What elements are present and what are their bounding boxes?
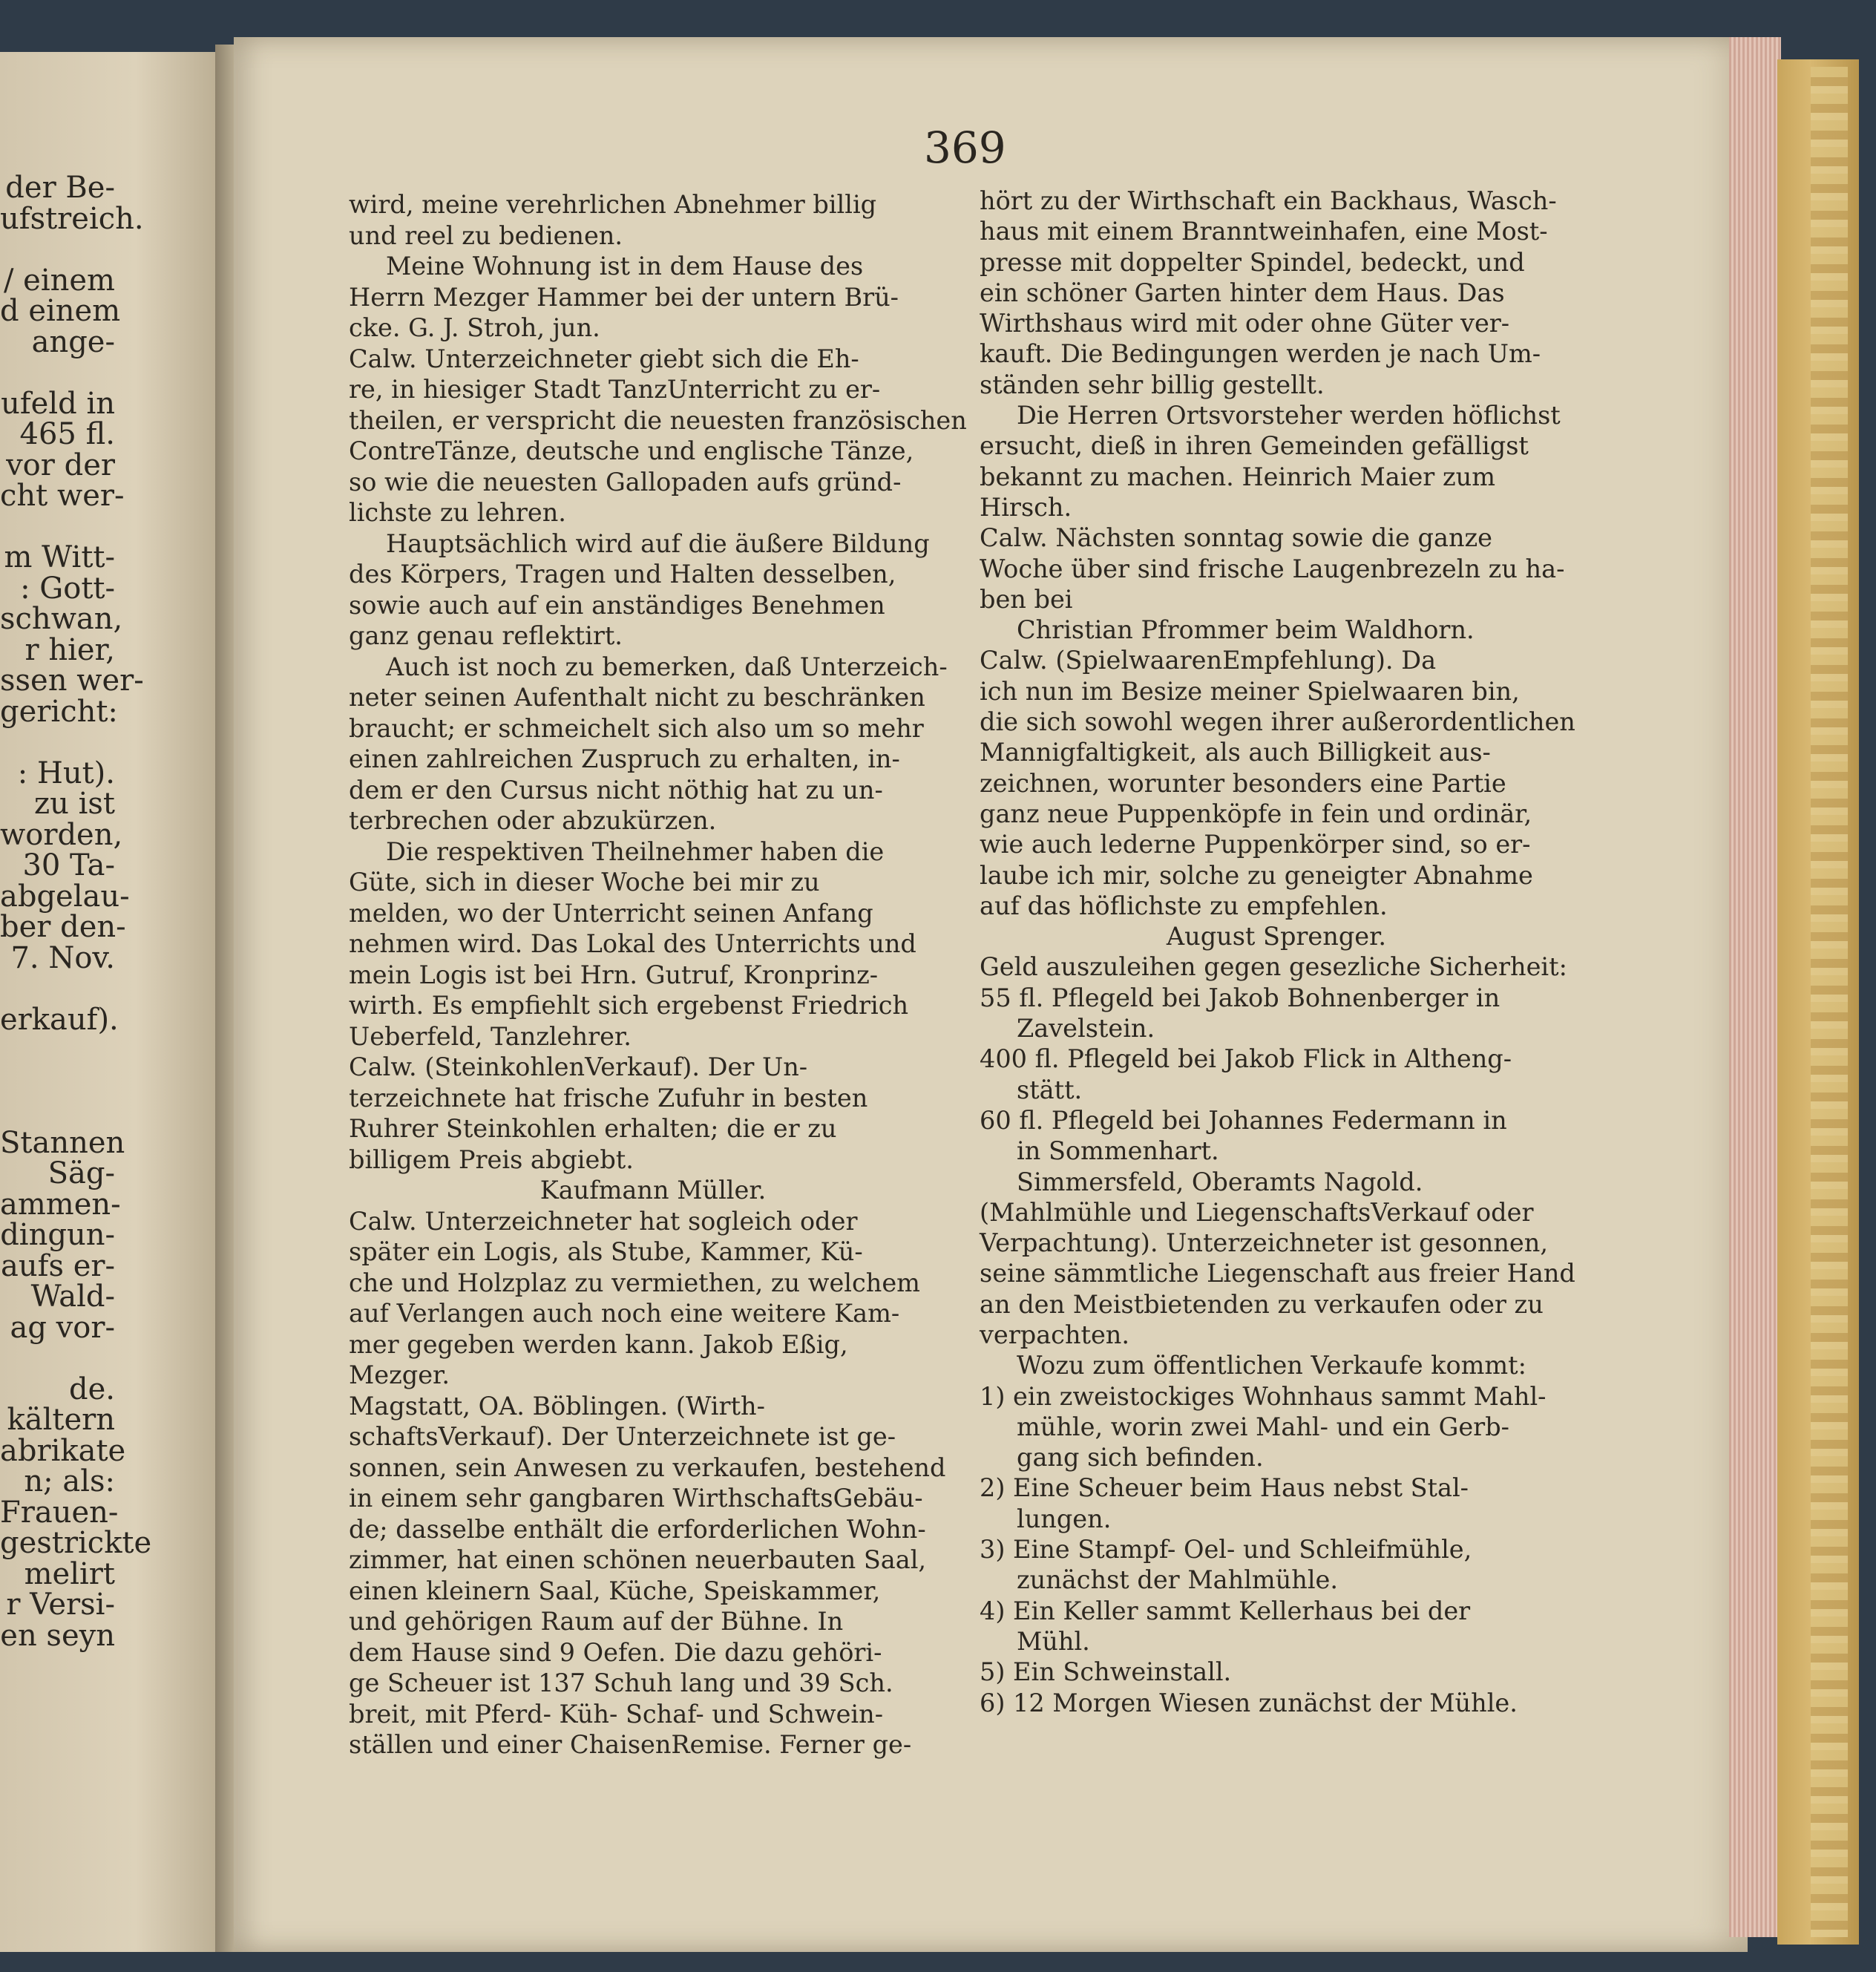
left-page-fragment: ssen wer- <box>0 664 144 698</box>
text-line: theilen, er verspricht die neuesten französischen <box>349 405 967 435</box>
text-line: Simmersfeld, Oberamts Nagold. <box>1017 1167 1423 1196</box>
text-line: wird, meine verehrlichen Abnehmer billig <box>349 190 877 219</box>
text-line: Verpachtung). Unterzeichneter ist gesonnen, <box>980 1228 1548 1258</box>
left-page-fragment: cht wer- <box>0 479 125 513</box>
left-page-fragment: Säg- <box>47 1156 115 1190</box>
text-line: einen kleinern Saal, Küche, Speiskammer, <box>349 1576 881 1605</box>
text-line: breit, mit Pferd- Küh- Schaf- und Schwein- <box>349 1699 884 1729</box>
text-line: 2) Eine Scheuer beim Haus nebst Stal- <box>980 1473 1469 1503</box>
text-line: des Körpers, Tragen und Halten desselben, <box>349 560 896 589</box>
left-page-fragment: ammen- <box>0 1187 121 1222</box>
left-page-fragment: 7. Nov. <box>10 940 115 975</box>
page-number: 369 <box>924 122 1006 173</box>
text-line: Calw. Nächsten sonntag sowie die ganze <box>980 523 1493 553</box>
left-page-fragment: 465 fl. <box>19 417 115 451</box>
left-page-fragment: 30 Ta- <box>22 848 115 882</box>
text-line: auf das höflichste zu empfehlen. <box>980 891 1388 920</box>
left-page-fragment: d einem <box>0 294 121 328</box>
text-line: auf Verlangen auch noch eine weitere Kam- <box>349 1299 900 1328</box>
left-page-fragment: kältern <box>7 1403 115 1437</box>
text-line: terbrechen oder abzukürzen. <box>349 806 717 835</box>
text-line: ben bei <box>980 584 1073 614</box>
text-line: re, in hiesiger Stadt TanzUnterricht zu er- <box>349 375 881 404</box>
left-page-fragment: m Witt- <box>4 540 115 574</box>
text-line: 6) 12 Morgen Wiesen zunächst der Mühle. <box>980 1688 1518 1717</box>
text-line: Calw. (SteinkohlenVerkauf). Der Un- <box>349 1052 808 1081</box>
text-line: zeichnen, worunter besonders eine Partie <box>980 768 1506 798</box>
text-line: melden, wo der Unterricht seinen Anfang <box>349 898 873 928</box>
left-page-fragment: en seyn <box>0 1618 115 1653</box>
left-page-fragment: ber den- <box>0 910 126 944</box>
left-page-fragment: erkauf). <box>0 1002 119 1037</box>
text-line: zimmer, hat einen schönen neuerbauten Saal, <box>349 1545 927 1574</box>
text-line: ich nun im Besize meiner Spielwaaren bin, <box>980 676 1520 706</box>
text-line: wie auch lederne Puppenkörper sind, so er- <box>980 830 1531 859</box>
text-line: die sich sowohl wegen ihrer außerordentlichen <box>980 707 1575 737</box>
text-line: 5) Ein Schweinstall. <box>980 1657 1232 1687</box>
left-page-fragment: schwan, <box>0 602 123 636</box>
text-line: mühle, worin zwei Mahl- und ein Gerb- <box>1017 1412 1509 1441</box>
text-line: sowie auch auf ein anständiges Benehmen <box>349 590 885 620</box>
text-line: Calw. Unterzeichneter hat sogleich oder <box>349 1206 858 1236</box>
text-line: dem er den Cursus nicht nöthig hat zu un- <box>349 775 883 805</box>
text-line: Ueberfeld, Tanzlehrer. <box>349 1021 632 1051</box>
text-line: cke. G. J. Stroh, jun. <box>349 313 600 342</box>
text-line: billigem Preis abgiebt. <box>349 1144 634 1174</box>
text-line: später ein Logis, als Stube, Kammer, Kü- <box>349 1237 863 1266</box>
text-line: und reel zu bedienen. <box>349 220 623 250</box>
text-line: che und Holzplaz zu vermiethen, zu welchem <box>349 1268 920 1297</box>
text-line: neter seinen Aufenthalt nicht zu beschränken <box>349 683 925 712</box>
text-line: ganz genau reflektirt. <box>349 621 623 650</box>
text-line: Kaufmann Müller. <box>539 1176 767 1205</box>
text-column-left <box>349 189 967 1760</box>
text-line: verpachten. <box>980 1320 1130 1349</box>
text-line: 1) ein zweistockiges Wohnhaus sammt Mahl- <box>980 1381 1547 1411</box>
left-page-fragment: zu ist <box>34 787 115 821</box>
text-line: ständen sehr billig gestellt. <box>980 370 1325 399</box>
left-page-fragment: de. <box>69 1372 115 1406</box>
text-line: 55 fl. Pflegeld bei Jakob Bohnenberger in <box>980 983 1501 1012</box>
text-line: 400 fl. Pflegeld bei Jakob Flick in Altheng- <box>980 1044 1512 1074</box>
text-line: Die respektiven Theilnehmer haben die <box>386 836 885 866</box>
left-page-fragment: der Be- <box>5 171 115 205</box>
text-line: ersucht, dieß in ihren Gemeinden gefälligst <box>980 431 1529 461</box>
text-line: Hauptsächlich wird auf die äußere Bildung <box>386 528 930 558</box>
left-page-fragment: Frauen- <box>0 1495 119 1530</box>
text-line: einen zahlreichen Zuspruch zu erhalten, in- <box>349 744 900 773</box>
text-line: ein schöner Garten hinter dem Haus. Das <box>980 278 1505 307</box>
left-page-fragment: ag vor- <box>10 1310 115 1345</box>
text-line: lungen. <box>1017 1504 1112 1533</box>
text-line: ganz neue Puppenköpfe in fein und ordinär, <box>980 799 1532 828</box>
text-line: Die Herren Ortsvorsteher werden höflichst <box>1017 401 1561 430</box>
text-line: ge Scheuer ist 137 Schuh lang und 39 Sch. <box>349 1668 893 1697</box>
text-line: presse mit doppelter Spindel, bedeckt, und <box>980 247 1525 277</box>
text-line: Mezger. <box>349 1360 450 1389</box>
left-page-fragment: n; als: <box>24 1464 115 1498</box>
text-line: terzeichnete hat frische Zufuhr in besten <box>349 1083 868 1113</box>
text-line: in einem sehr gangbaren WirthschaftsGebäu- <box>349 1484 923 1513</box>
text-line: zunächst der Mahlmühle. <box>1017 1565 1339 1595</box>
text-line: Woche über sind frische Laugenbrezeln zu ha- <box>980 554 1565 583</box>
text-line: schaftsVerkauf). Der Unterzeichnete ist ge- <box>349 1422 896 1451</box>
left-page-fragment: aufs er- <box>1 1248 115 1283</box>
text-line: braucht; er schmeichelt sich also um so mehr <box>349 713 924 743</box>
left-page-fragment: ufstreich. <box>0 201 144 236</box>
left-page-fragment: gericht: <box>0 694 118 729</box>
text-line: seine sämmtliche Liegenschaft aus freier Hand <box>980 1259 1575 1288</box>
text-line: in Sommenhart. <box>1017 1136 1219 1166</box>
text-line: de; dasselbe enthält die erforderlichen Wohn- <box>349 1514 926 1544</box>
left-page <box>0 52 226 1952</box>
text-line: Wirthshaus wird mit oder ohne Güter ver- <box>980 309 1510 338</box>
text-line: Magstatt, OA. Böblingen. (Wirth- <box>349 1391 765 1421</box>
text-line: ställen und einer ChaisenRemise. Ferner ge- <box>349 1730 912 1759</box>
text-line: Herrn Mezger Hammer bei der untern Brü- <box>349 282 899 312</box>
text-line: Geld auszuleihen gegen gesezliche Sicherheit: <box>980 952 1567 982</box>
text-line: Mühl. <box>1017 1626 1090 1656</box>
left-page-fragment: worden, <box>0 817 123 852</box>
text-line: kauft. Die Bedingungen werden je nach Um- <box>980 339 1541 369</box>
left-page-fragment: vor der <box>6 448 115 482</box>
text-line: Christian Pfrommer beim Waldhorn. <box>1017 615 1475 645</box>
text-line: sonnen, sein Anwesen zu verkaufen, bestehend <box>349 1452 946 1482</box>
left-page-fragment: ufeld in <box>1 386 115 421</box>
text-line: 60 fl. Pflegeld bei Johannes Federmann in <box>980 1105 1507 1135</box>
text-line: (Mahlmühle und LiegenschaftsVerkauf oder <box>980 1197 1534 1227</box>
left-page-fragment: / einem <box>3 263 115 298</box>
left-page-fragment: : Gott- <box>20 571 115 606</box>
left-page-fragment: melirt <box>24 1556 115 1591</box>
text-line: 4) Ein Keller sammt Kellerhaus bei der <box>980 1596 1471 1625</box>
text-line: Meine Wohnung ist in dem Hause des <box>386 252 864 281</box>
text-line: Mannigfaltigkeit, als auch Billigkeit aus- <box>980 738 1491 767</box>
text-line: August Sprenger. <box>1166 922 1387 951</box>
left-page-fragment: Wald- <box>30 1280 115 1314</box>
left-page-fragment: gestrickte <box>0 1526 152 1560</box>
text-line: dem Hause sind 9 Oefen. Die dazu gehöri- <box>349 1637 882 1667</box>
page-edges <box>1729 37 1781 1937</box>
left-page-fragment: ange- <box>31 324 115 359</box>
text-line: gang sich befinden. <box>1017 1443 1264 1473</box>
text-column-right <box>980 186 1573 1718</box>
text-line: Calw. (SpielwaarenEmpfehlung). Da <box>980 646 1437 675</box>
text-line: hört zu der Wirthschaft ein Backhaus, Wasch- <box>980 186 1557 215</box>
text-line: Hirsch. <box>980 492 1072 522</box>
text-line: stätt. <box>1017 1075 1083 1104</box>
left-page-fragment: dingun- <box>0 1218 115 1252</box>
text-line: ContreTänze, deutsche und englische Tänze, <box>349 436 914 465</box>
text-line: mer gegeben werden kann. Jakob Eßig, <box>349 1329 848 1359</box>
text-line: laube ich mir, solche zu geneigter Abnahme <box>980 860 1533 890</box>
text-line: bekannt zu machen. Heinrich Maier zum <box>980 462 1495 491</box>
left-page-fragment: r hier, <box>24 632 115 667</box>
text-line: so wie die neuesten Gallopaden aufs gründ- <box>349 467 902 497</box>
text-line: Calw. Unterzeichneter giebt sich die Eh- <box>349 344 859 373</box>
text-line: Güte, sich in dieser Woche bei mir zu <box>349 868 820 897</box>
left-page-fragment: abgelau- <box>0 879 130 914</box>
left-page-fragment: r Versi- <box>6 1588 115 1622</box>
text-line: 3) Eine Stampf- Oel- und Schleifmühle, <box>980 1535 1472 1565</box>
cover-edge <box>1811 67 1848 1937</box>
text-line: haus mit einem Branntweinhafen, eine Most- <box>980 217 1548 246</box>
text-line: an den Meistbietenden zu verkaufen oder zu <box>980 1289 1544 1319</box>
left-page-fragment: : Hut). <box>17 756 115 790</box>
text-line: lichste zu lehren. <box>349 498 566 527</box>
text-line: nehmen wird. Das Lokal des Unterrichts und <box>349 929 916 958</box>
text-line: Wozu zum öffentlichen Verkaufe kommt: <box>1017 1351 1526 1380</box>
text-line: Auch ist noch zu bemerken, daß Unterzeich- <box>386 652 948 681</box>
text-line: und gehörigen Raum auf der Bühne. In <box>349 1607 844 1636</box>
left-page-fragment: Stannen <box>0 1125 125 1160</box>
text-line: Zavelstein. <box>1017 1014 1155 1044</box>
text-line: wirth. Es empfiehlt sich ergebenst Friedrich <box>349 991 909 1020</box>
left-page-fragment: abrikate <box>0 1433 126 1468</box>
text-line: mein Logis ist bei Hrn. Gutruf, Kronprinz- <box>349 960 879 989</box>
text-line: Ruhrer Steinkohlen erhalten; die er zu <box>349 1114 837 1143</box>
